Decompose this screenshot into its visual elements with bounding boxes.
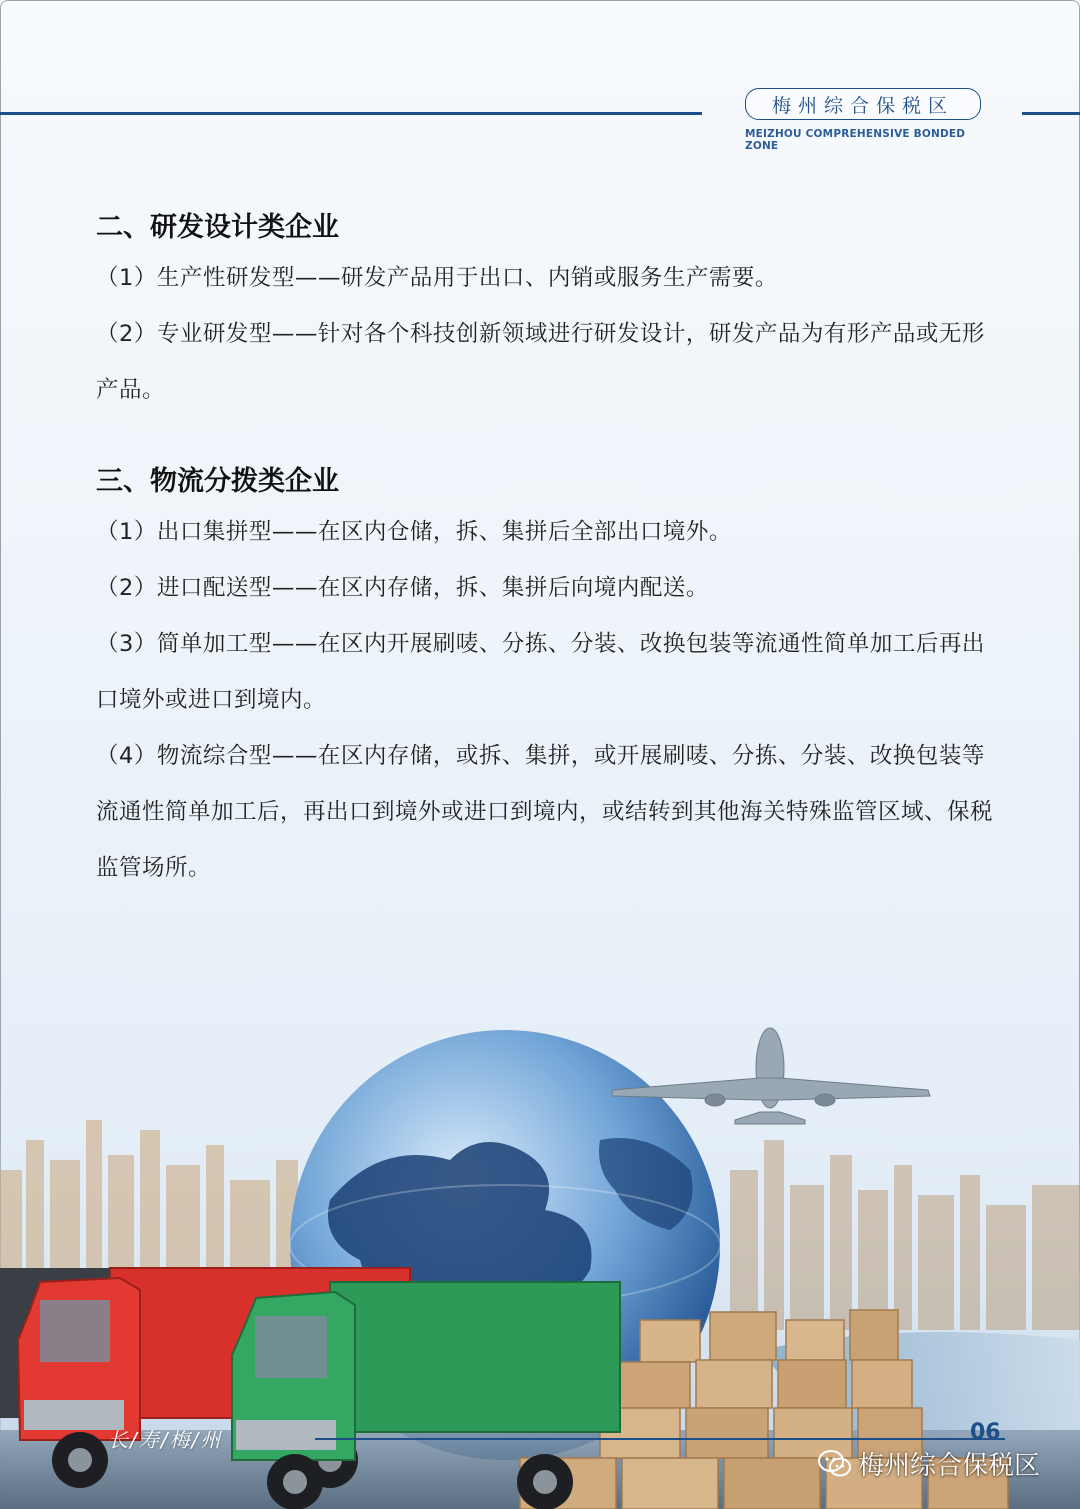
section-heading: 二、研发设计类企业 <box>96 212 339 243</box>
brand-title: 梅州综合保税区 <box>745 88 981 120</box>
header-rule-right <box>1022 112 1080 115</box>
wechat-account-name: 梅州综合保税区 <box>858 1451 1041 1481</box>
list-item: （2）进口配送型——在区内存储，拆、集拼后向境内配送。 <box>96 575 709 601</box>
list-item: （2）专业研发型——针对各个科技创新领域进行研发设计，研发产品为有形产品或无形产品。 <box>96 321 985 403</box>
section-rd <box>96 206 1001 418</box>
footer-rule <box>315 1438 1005 1440</box>
page-number: 06 <box>970 1420 1001 1445</box>
footer-motto: 长/寿/梅/州 <box>108 1428 223 1452</box>
wechat-icon <box>818 1449 852 1479</box>
header-rule-left <box>0 112 702 115</box>
brand-subtitle: MEIZHOU COMPREHENSIVE BONDED ZONE <box>745 128 966 152</box>
list-item: （3）简单加工型——在区内开展刷唛、分拣、分装、改换包装等流通性简单加工后再出口境外或进口到境内。 <box>96 631 985 713</box>
section-heading: 三、物流分拨类企业 <box>96 466 339 497</box>
list-item: （1）生产性研发型——研发产品用于出口、内销或服务生产需要。 <box>96 265 778 291</box>
wechat-watermark <box>818 1445 1040 1482</box>
section-logistics <box>96 460 1001 896</box>
list-item: （1）出口集拼型——在区内仓储，拆、集拼后全部出口境外。 <box>96 519 732 545</box>
main-content <box>96 206 1001 896</box>
list-item: （4）物流综合型——在区内存储，或拆、集拼，或开展刷唛、分拣、分装、改换包装等流通性简单加工后，再出口到境外或进口到境内，或结转到其他海关特殊监管区域、保税监管场所。 <box>96 743 994 881</box>
